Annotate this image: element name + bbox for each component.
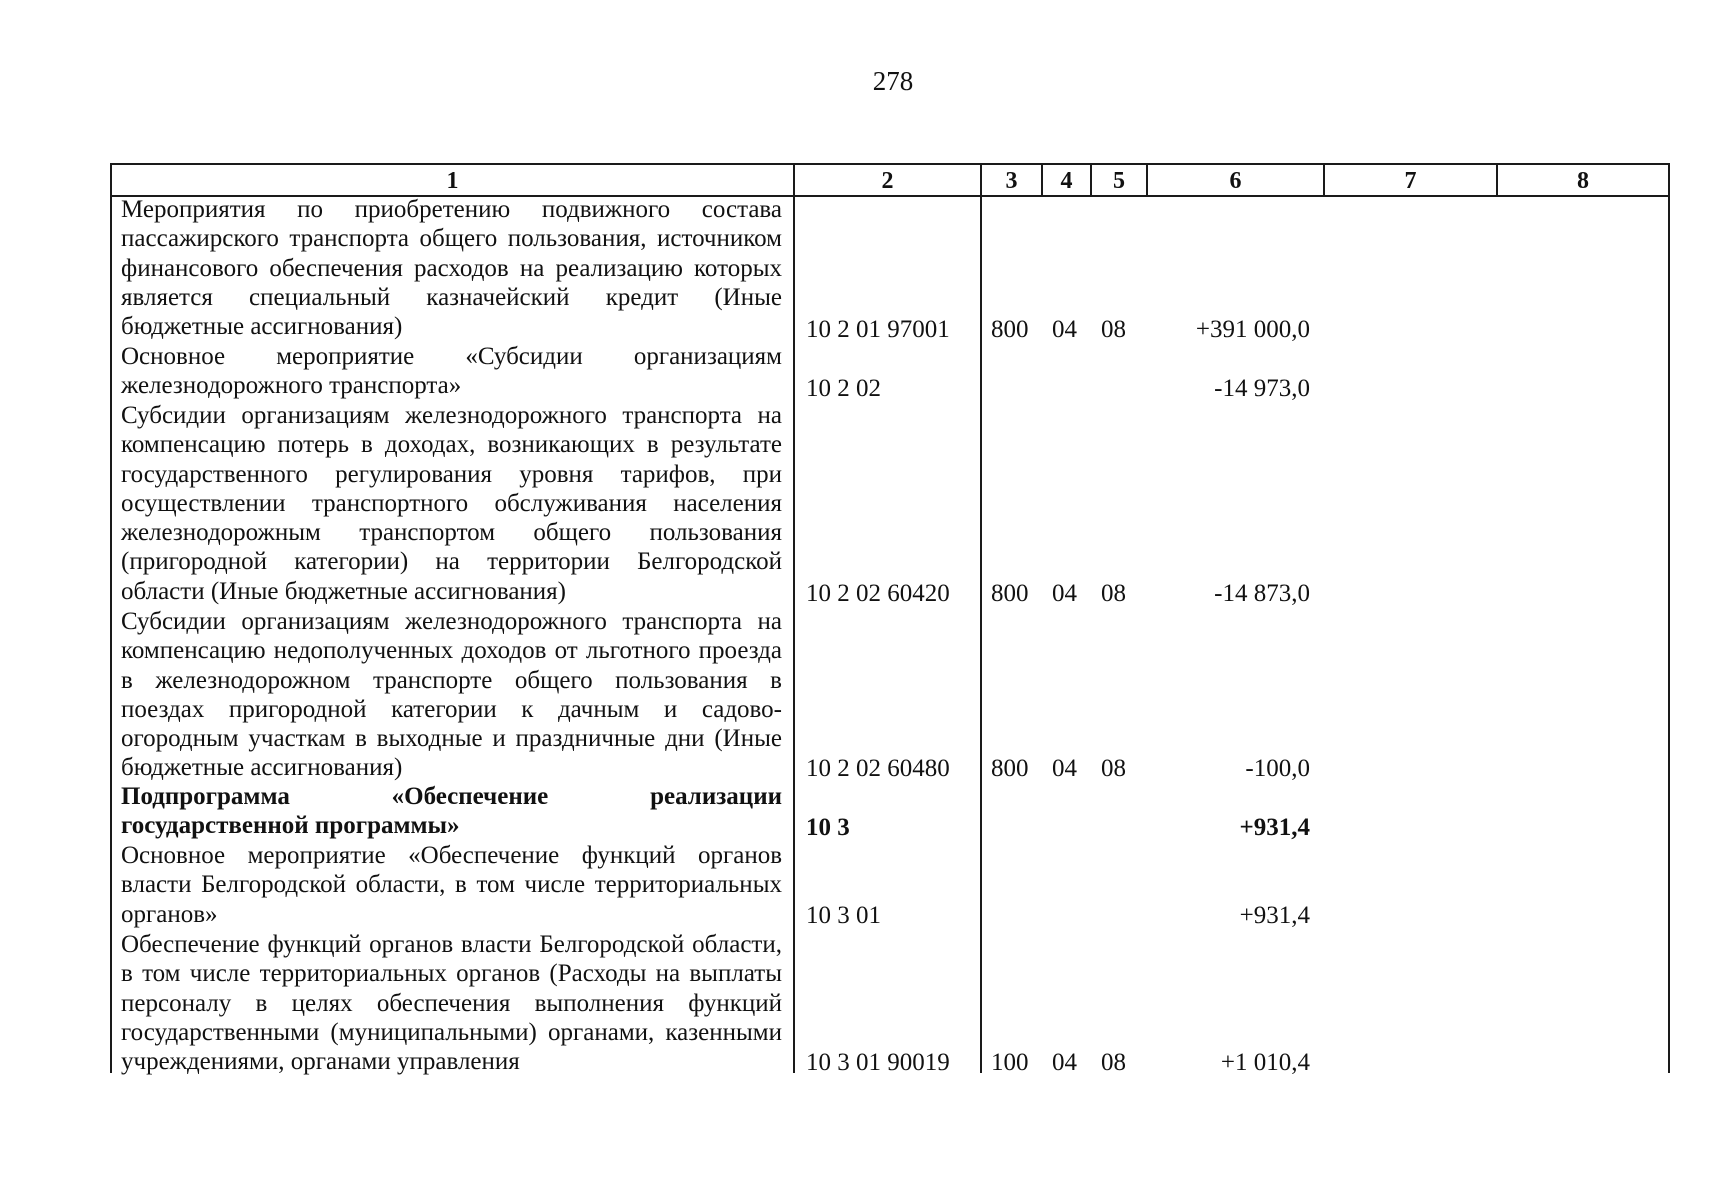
col-divider-1-2 <box>793 163 795 1073</box>
header-col-8: 8 <box>1577 168 1589 194</box>
row-amount: -100,0 <box>1245 755 1310 782</box>
row-col5: 08 <box>1101 580 1126 607</box>
row-col5: 08 <box>1101 316 1126 343</box>
row-description: Подпрограмма «Обеспечение реализации государственной программы» <box>121 783 782 840</box>
header-col-2: 2 <box>881 168 894 194</box>
row-description: Обеспечение функций органов власти Белгородской области, в том числе территориальных органов (Расходы на выплаты персоналу в целях обеспечения выполнения функций государственными (муниципальными) органами, казенными учреждениями, органами управления <box>121 931 782 1076</box>
row-amount: +1 010,4 <box>1220 1049 1310 1076</box>
row-code: 10 3 01 <box>806 902 881 929</box>
header-col-5: 5 <box>1113 168 1125 194</box>
row-col3: 800 <box>991 316 1029 343</box>
row-description: Основное мероприятие «Обеспечение функций органов власти Белгородской области, в том числе территориальных органов» <box>121 842 782 928</box>
row-amount: +931,4 <box>1239 902 1310 929</box>
row-col4: 04 <box>1052 755 1077 782</box>
row-col3: 100 <box>991 1049 1029 1076</box>
row-amount: -14 973,0 <box>1214 375 1310 402</box>
row-code: 10 3 <box>806 814 850 841</box>
row-amount: +391 000,0 <box>1195 316 1310 343</box>
row-col5: 08 <box>1101 755 1126 782</box>
row-description: Субсидии организациям железнодорожного транспорта на компенсацию недополученных доходов от льготного проезда в железнодорожном транспорте общего пользования в поездах пригородной категории к дачным и садово-огородным участкам в выходные и праздничные дни (Иные бюджетные ассигнования) <box>121 608 782 782</box>
row-col4: 04 <box>1052 1049 1077 1076</box>
header-col-3: 3 <box>1005 168 1018 194</box>
row-col3: 800 <box>991 580 1029 607</box>
row-description: Мероприятия по приобретению подвижного состава пассажирского транспорта общего пользования, источником финансового обеспечения расходов на реализацию которых является специальный казначейский кредит (Иные бюджетные ассигнования) <box>121 196 782 341</box>
row-code: 10 2 02 60420 <box>806 580 950 607</box>
row-amount: +931,4 <box>1239 814 1310 841</box>
row-col5: 08 <box>1101 1049 1126 1076</box>
page-number: 278 <box>872 66 914 96</box>
row-code: 10 2 01 97001 <box>806 316 950 343</box>
row-code: 10 2 02 <box>806 375 881 402</box>
table-top-border <box>110 163 1670 165</box>
row-col3: 800 <box>991 755 1029 782</box>
header-col-6: 6 <box>1229 168 1242 194</box>
row-col4: 04 <box>1052 580 1077 607</box>
row-code: 10 3 01 90019 <box>806 1049 950 1076</box>
row-description: Основное мероприятие «Субсидии организациям железнодорожного транспорта» <box>121 343 782 400</box>
header-col-1: 1 <box>446 168 459 194</box>
row-description: Субсидии организациям железнодорожного транспорта на компенсацию потерь в доходах, возникающих в результате государственного регулирования уровня тарифов, при осуществлении транспортного обслуживания населения железнодорожным транспортом общего пользования (пригородной категории) на территории Белгородской области (Иные бюджетные ассигнования) <box>121 402 782 605</box>
header-col-7: 7 <box>1404 168 1417 194</box>
row-amount: -14 873,0 <box>1214 580 1310 607</box>
col-divider-2-3 <box>980 163 982 1073</box>
header-col-4: 4 <box>1060 168 1073 194</box>
table-right-border <box>1668 163 1670 1073</box>
row-col4: 04 <box>1052 316 1077 343</box>
table-left-border <box>110 163 112 1073</box>
row-code: 10 2 02 60480 <box>806 755 950 782</box>
